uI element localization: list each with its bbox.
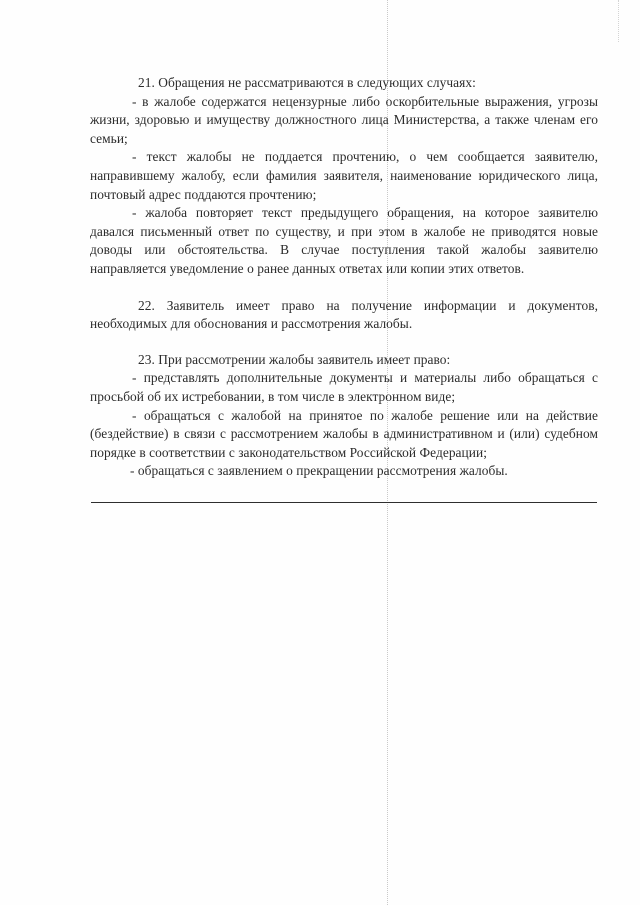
scan-corner-mark <box>618 0 619 42</box>
section-23-item-1: - представлять дополнительные документы и материалы либо обращаться с просьбой об их истребовании, в том числе в электронном виде; <box>90 370 598 404</box>
section-22-paragraph: 22. Заявитель имеет право на получение информации и документов, необходимых для обоснования и рассмотрения жалобы. <box>90 297 598 332</box>
end-of-text-rule <box>91 502 597 503</box>
section-23-heading: 23. При рассмотрении жалобы заявитель имеет право: <box>138 351 451 367</box>
section-21-item-1: - в жалобе содержатся нецензурные либо оскорбительные выражения, угрозы жизни, здоровью и имуществу должностного лица Министерства, а также членам его семьи; <box>90 93 598 146</box>
section-23-item-3: - обращаться с заявлением о прекращении рассмотрения жалобы. <box>130 463 508 479</box>
document-body <box>90 74 598 481</box>
section-21-heading: 21. Обращения не рассматриваются в следующих случаях: <box>138 75 476 90</box>
section-23-item-2: - обращаться с жалобой на принятое по жалобе решение или на действие (бездействие) в связи с рассмотрением жалобы в административном и (или) судебном порядке в соответствии с законодательством Российской Федерации; <box>90 407 598 460</box>
section-21-item-3: - жалоба повторяет текст предыдущего обращения, на которое заявителю давался письменный ответ по существу, и при этом в жалобе не приводятся новые доводы или обстоятельства. В случае поступления такой жалобы заявителю направляется уведомление о ранее данных ответах или копии этих ответов. <box>90 205 598 276</box>
section-21-item-2: - текст жалобы не поддается прочтению, о чем сообщается заявителю, направившему жалобу, если фамилия заявителя, наименование юридического лица, почтовый адрес поддаются прочтению; <box>90 149 598 202</box>
